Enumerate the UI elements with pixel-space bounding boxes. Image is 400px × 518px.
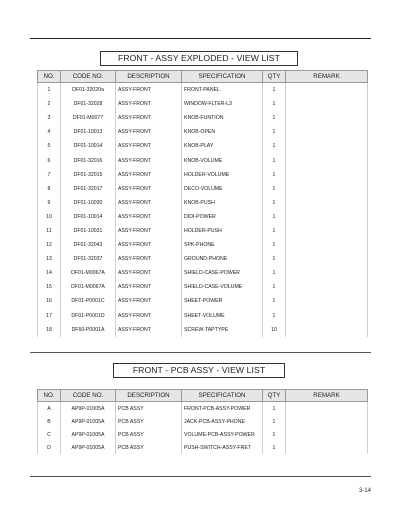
cell-spec: VOLUME-PCB-ASSY-POWER <box>182 428 263 441</box>
cell-remark <box>286 280 368 294</box>
cell-no: B <box>38 415 61 428</box>
cell-qty: 1 <box>263 111 286 125</box>
cell-remark <box>286 168 368 182</box>
col-header-description: DESCRIPTION <box>116 390 182 402</box>
cell-qty: 1 <box>263 182 286 196</box>
cell-desc: ASSY-FRONT <box>116 125 182 139</box>
cell-code: AP9P-01005A <box>61 415 116 428</box>
cell-no: 18 <box>38 323 61 337</box>
cell-remark <box>286 266 368 280</box>
cell-qty: 1 <box>263 224 286 238</box>
table-row <box>38 196 368 210</box>
table-row <box>38 83 368 98</box>
cell-code: DF60-P0001A <box>61 323 116 337</box>
table-row <box>38 323 368 337</box>
cell-code: DF01-10031 <box>61 224 116 238</box>
cell-code: DF01-10014 <box>61 210 116 224</box>
cell-spec: KNOB-VOLUME <box>182 153 263 167</box>
cell-remark <box>286 210 368 224</box>
cell-spec: SHEET-VOLUME <box>182 309 263 323</box>
table-row <box>38 309 368 323</box>
cell-qty: 1 <box>263 83 286 98</box>
section2-title: FRONT - PCB ASSY - VIEW LIST <box>113 363 285 378</box>
table-row <box>38 415 368 428</box>
cell-code: DF01-10013 <box>61 125 116 139</box>
cell-spec: HOLDER-VOLUME <box>182 168 263 182</box>
cell-spec: SHIELD-CASE-VOLUME <box>182 280 263 294</box>
cell-remark <box>286 428 368 441</box>
cell-desc: ASSY-FRONT <box>116 97 182 111</box>
cell-remark <box>286 224 368 238</box>
cell-no: 6 <box>38 153 61 167</box>
cell-remark <box>286 402 368 416</box>
cell-spec: HOLDER-PUSH <box>182 224 263 238</box>
table-header-row <box>38 71 368 83</box>
cell-desc: ASSY-FRONT <box>116 139 182 153</box>
cell-qty: 1 <box>263 125 286 139</box>
col-header-code: CODE NO. <box>61 71 116 83</box>
cell-qty: 1 <box>263 294 286 308</box>
col-header-specification: SPECIFICATION <box>182 71 263 83</box>
cell-no: 2 <box>38 97 61 111</box>
cell-no: 10 <box>38 210 61 224</box>
cell-remark <box>286 323 368 337</box>
cell-no: 5 <box>38 139 61 153</box>
cell-remark <box>286 309 368 323</box>
cell-no: 3 <box>38 111 61 125</box>
col-header-no: NO. <box>38 71 61 83</box>
cell-no: 17 <box>38 309 61 323</box>
cell-code: DF01-32028 <box>61 97 116 111</box>
cell-remark <box>286 441 368 454</box>
cell-desc: ASSY-FRONT <box>116 153 182 167</box>
cell-no: C <box>38 428 61 441</box>
col-header-qty: QTY <box>263 71 286 83</box>
cell-code: DF01-P0001C <box>61 294 116 308</box>
table-row <box>38 111 368 125</box>
cell-desc: ASSY-FRONT <box>116 294 182 308</box>
col-header-code: CODE NO. <box>61 390 116 402</box>
cell-desc: ASSY-FRONT <box>116 182 182 196</box>
cell-no: 4 <box>38 125 61 139</box>
col-header-remark: REMARK <box>286 71 368 83</box>
cell-spec: DIDI-POWER <box>182 210 263 224</box>
cell-no: 11 <box>38 224 61 238</box>
cell-code: DF01-32015 <box>61 168 116 182</box>
cell-desc: PCB ASSY <box>116 441 182 454</box>
cell-code: DF01-32017 <box>61 182 116 196</box>
cell-code: DF01-32020a <box>61 83 116 98</box>
top-rule <box>30 38 371 39</box>
col-header-remark: REMARK <box>286 390 368 402</box>
table-row <box>38 153 368 167</box>
cell-code: AP9P-01005A <box>61 402 116 416</box>
cell-remark <box>286 97 368 111</box>
cell-desc: PCB ASSY <box>116 415 182 428</box>
cell-spec: SCREW-TAPTYPE <box>182 323 263 337</box>
cell-spec: KNOB-PUSH <box>182 196 263 210</box>
cell-qty: 1 <box>263 428 286 441</box>
cell-code: DF01-M0067A <box>61 280 116 294</box>
section2-bottom-rule <box>30 476 371 477</box>
cell-spec: DECO-VOLUME <box>182 182 263 196</box>
cell-remark <box>286 294 368 308</box>
col-header-specification: SPECIFICATION <box>182 390 263 402</box>
cell-remark <box>286 139 368 153</box>
cell-qty: 1 <box>263 210 286 224</box>
table-row <box>38 266 368 280</box>
cell-qty: 1 <box>263 415 286 428</box>
cell-spec: SHEET-POWER <box>182 294 263 308</box>
cell-remark <box>286 415 368 428</box>
cell-code: DF01-10014 <box>61 139 116 153</box>
cell-code: DF01-32043 <box>61 238 116 252</box>
table-row <box>38 238 368 252</box>
cell-no: D <box>38 441 61 454</box>
cell-no: 14 <box>38 266 61 280</box>
cell-qty: 1 <box>263 402 286 416</box>
table-row <box>38 125 368 139</box>
table-header-row <box>38 390 368 402</box>
cell-remark <box>286 252 368 266</box>
pcb-assy-table <box>37 389 368 454</box>
cell-qty: 10 <box>263 323 286 337</box>
cell-qty: 1 <box>263 280 286 294</box>
cell-desc: ASSY-FRONT <box>116 252 182 266</box>
cell-desc: ASSY-FRONT <box>116 111 182 125</box>
cell-qty: 1 <box>263 309 286 323</box>
cell-desc: PCB ASSY <box>116 402 182 416</box>
cell-no: 16 <box>38 294 61 308</box>
cell-spec: KNOB-OPEN <box>182 125 263 139</box>
table-row <box>38 294 368 308</box>
cell-spec: PUSH-SWITCH-ASSY-FRET <box>182 441 263 454</box>
table-row <box>38 182 368 196</box>
table-row <box>38 210 368 224</box>
cell-code: DF01-M0067A <box>61 266 116 280</box>
cell-remark <box>286 125 368 139</box>
cell-no: 15 <box>38 280 61 294</box>
cell-no: 1 <box>38 83 61 98</box>
table-row <box>38 224 368 238</box>
cell-spec: WINDOW-FLTER-L3 <box>182 97 263 111</box>
cell-spec: KNOB-PLAY <box>182 139 263 153</box>
cell-no: 9 <box>38 196 61 210</box>
cell-desc: ASSY-FRONT <box>116 83 182 98</box>
cell-spec: GROUND-PHONE <box>182 252 263 266</box>
table-row <box>38 139 368 153</box>
table-row <box>38 402 368 416</box>
table-row <box>38 168 368 182</box>
cell-qty: 1 <box>263 266 286 280</box>
cell-code: DF01-32016 <box>61 153 116 167</box>
cell-remark <box>286 153 368 167</box>
col-header-description: DESCRIPTION <box>116 71 182 83</box>
cell-desc: ASSY-FRONT <box>116 309 182 323</box>
cell-no: 12 <box>38 238 61 252</box>
section1-title: FRONT - ASSY EXPLODED - VIEW LIST <box>100 51 298 66</box>
cell-code: DF01-P0001D <box>61 309 116 323</box>
table-row <box>38 252 368 266</box>
page-number: 3-14 <box>358 488 371 494</box>
cell-remark <box>286 83 368 98</box>
cell-spec: SPK-PHONE <box>182 238 263 252</box>
cell-desc: ASSY-FRONT <box>116 210 182 224</box>
cell-no: 13 <box>38 252 61 266</box>
cell-code: DF01-M0077 <box>61 111 116 125</box>
cell-desc: ASSY-FRONT <box>116 238 182 252</box>
cell-qty: 1 <box>263 238 286 252</box>
table-row <box>38 428 368 441</box>
cell-desc: ASSY-FRONT <box>116 323 182 337</box>
cell-qty: 1 <box>263 196 286 210</box>
cell-code: DF01-32037 <box>61 252 116 266</box>
cell-desc: ASSY-FRONT <box>116 196 182 210</box>
cell-remark <box>286 111 368 125</box>
cell-no: A <box>38 402 61 416</box>
section1-bottom-rule <box>30 352 371 353</box>
cell-spec: KNOB-FUNTION <box>182 111 263 125</box>
table-row <box>38 441 368 454</box>
cell-qty: 1 <box>263 153 286 167</box>
cell-qty: 1 <box>263 139 286 153</box>
col-header-qty: QTY <box>263 390 286 402</box>
cell-code: AP9P-01005A <box>61 428 116 441</box>
cell-desc: ASSY-FRONT <box>116 224 182 238</box>
cell-qty: 1 <box>263 168 286 182</box>
cell-desc: ASSY-FRONT <box>116 280 182 294</box>
cell-code: AP9P-01005A <box>61 441 116 454</box>
table-row <box>38 280 368 294</box>
cell-no: 8 <box>38 182 61 196</box>
cell-code: DF01-10030 <box>61 196 116 210</box>
cell-qty: 1 <box>263 252 286 266</box>
cell-spec: SHIELD-CASE-POWER <box>182 266 263 280</box>
table-row <box>38 97 368 111</box>
cell-qty: 1 <box>263 441 286 454</box>
cell-desc: ASSY-FRONT <box>116 266 182 280</box>
cell-no: 7 <box>38 168 61 182</box>
cell-desc: ASSY-FRONT <box>116 168 182 182</box>
cell-remark <box>286 238 368 252</box>
cell-remark <box>286 196 368 210</box>
cell-desc: PCB ASSY <box>116 428 182 441</box>
cell-spec: FRONT-PANEL <box>182 83 263 98</box>
exploded-view-table <box>37 70 368 337</box>
cell-spec: JACK-PCB-ASSY-PHONE <box>182 415 263 428</box>
col-header-no: NO. <box>38 390 61 402</box>
cell-remark <box>286 182 368 196</box>
cell-qty: 1 <box>263 97 286 111</box>
cell-spec: FRONT-PCB-ASSY-POWER <box>182 402 263 416</box>
